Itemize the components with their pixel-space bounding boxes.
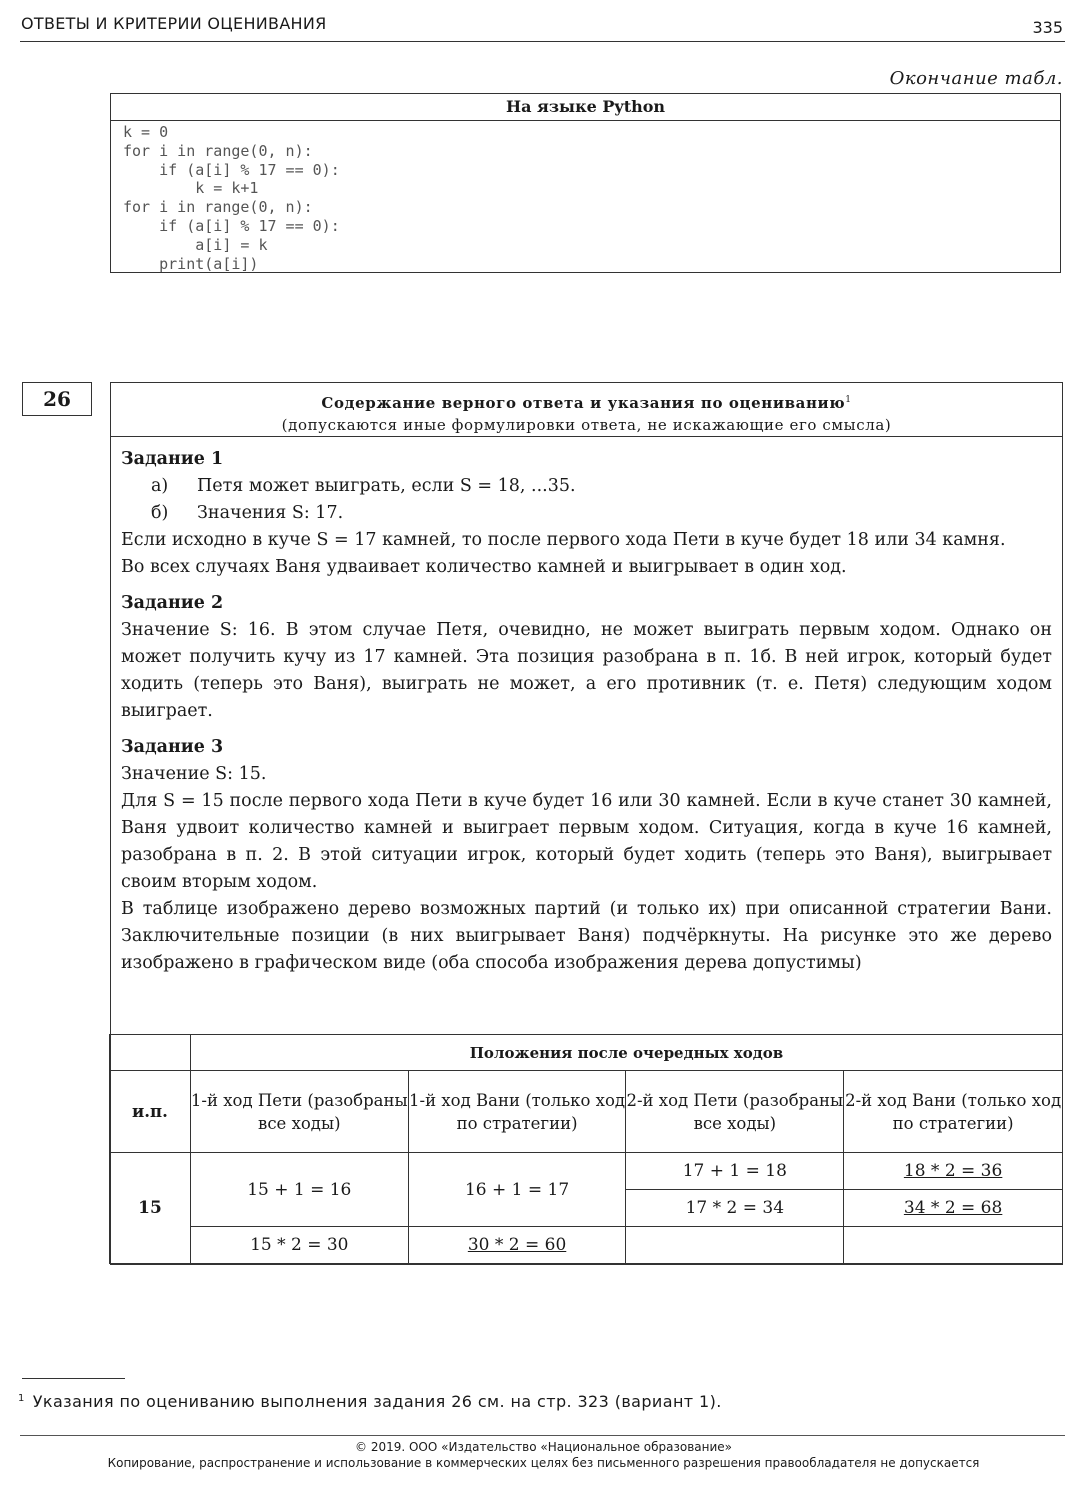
answer-heading	[111, 383, 1062, 437]
col-header-petya-2: 2-й ход Пети (разобраны все ходы)	[626, 1071, 844, 1153]
task1-a-label: а)	[151, 476, 169, 496]
cell-petya1-row2: 15 * 2 = 30	[190, 1227, 408, 1264]
copyright-line: © 2019. ООО «Издательство «Национальное образование»	[355, 1440, 732, 1454]
task1-a-text: Петя может выиграть, если S = 18, ...35.	[197, 476, 576, 496]
start-position-cell: 15	[110, 1153, 191, 1264]
task3-title: Задание 3	[121, 737, 224, 757]
task1-item-a	[121, 473, 1052, 500]
cell-empty-2	[844, 1227, 1063, 1264]
task3-paragraph-2: Для S = 15 после первого хода Пети в куче будет 16 или 30 камней. Если в куче станет 30 камней, Ваня удвоит количество камней и выиграет первым ходом. Ситуация, когда в куче 16 камней, разобрана в п. 2. В этой ситуации игрок, который будет ходить (теперь это Ваня), выигрывает своим вторым ходом.	[121, 791, 1052, 892]
copyright-notice: Копирование, распространение и использование в коммерческих целях без письменного разрешения правообладателя не допускается	[107, 1456, 980, 1470]
task2-title: Задание 2	[121, 593, 224, 613]
task1-b-label: б)	[151, 503, 169, 523]
col-header-vanya-2: 2-й ход Вани (только ход по стратегии)	[844, 1071, 1063, 1153]
page-number: 335	[1032, 18, 1063, 37]
task3-paragraph-3: В таблице изображено дерево возможных партий (и только их) при описанной стратегии Вани. Заключительные позиции (в них выигрывает Ваня) подчёркнуты. На рисунке это же дерево изображено в графическом виде (оба способа изображения дерева допустимы)	[121, 899, 1052, 973]
col-header-petya-1: 1-й ход Пети (разобраны все ходы)	[190, 1071, 408, 1153]
cell-vanya1-row1: 16 + 1 = 17	[408, 1153, 626, 1227]
answer-heading-note: (допускаются иные формулировки ответа, не искажающие его смысла)	[281, 416, 892, 434]
code-table-heading: На языке Python	[111, 94, 1060, 121]
cell-petya2-row1a: 17 + 1 = 18	[626, 1153, 844, 1190]
task3-paragraph-1: Значение S: 15.	[121, 764, 267, 784]
cell-vanya1-row2: 30 * 2 = 60	[408, 1227, 626, 1264]
task1-paragraph-2: Во всех случаях Ваня удваивает количество камней и выигрывает в один ход.	[121, 557, 847, 577]
cell-vanya2-row1a: 18 * 2 = 36	[844, 1153, 1063, 1190]
answer-heading-title: Содержание верного ответа и указания по оцениванию	[321, 394, 846, 412]
python-code: k = 0 for i in range(0, n): if (a[i] % 17 == 0): k = k+1 for i in range(0, n): if (a[i] % 17 == 0): a[i] = k print(a[i])	[123, 123, 340, 273]
cell-petya1-row1: 15 + 1 = 16	[190, 1153, 408, 1227]
cell-petya2-row1b: 17 * 2 = 34	[626, 1190, 844, 1227]
col-header-ip: и.п.	[110, 1071, 191, 1153]
task2-paragraph: Значение S: 16. В этом случае Петя, очевидно, не может выиграть первым ходом. Однако он может получить кучу из 17 камней. Эта позиция разобрана в п. 1б. В ней игрок, который будет ходить (теперь это Ваня), выиграть не может, а его противник (т. е. Петя) следующим ходом выиграет.	[121, 620, 1052, 721]
answer-content	[111, 437, 1062, 977]
col-header-vanya-1: 1-й ход Вани (только ход по стратегии)	[408, 1071, 626, 1153]
header-divider	[20, 41, 1065, 42]
task1-paragraph-1: Если исходно в куче S = 17 камней, то после первого хода Пети в куче будет 18 или 34 камня.	[121, 530, 1006, 550]
cell-vanya2-row1b: 34 * 2 = 68	[844, 1190, 1063, 1227]
footnote	[18, 1392, 722, 1411]
task1-b-text: Значения S: 17.	[197, 503, 344, 523]
running-header: ОТВЕТЫ И КРИТЕРИИ ОЦЕНИВАНИЯ	[21, 14, 327, 33]
table-corner-cell	[110, 1035, 191, 1071]
footnote-mark: 1	[18, 1392, 25, 1404]
task-number: 26	[22, 382, 92, 416]
task1-item-b	[121, 500, 1052, 527]
footnote-text: Указания по оцениванию выполнения задания 26 см. на стр. 323 (вариант 1).	[32, 1392, 722, 1411]
game-tree-table	[109, 1034, 1063, 1264]
footnote-divider	[22, 1378, 125, 1379]
python-code-table	[110, 93, 1061, 273]
task1-title: Задание 1	[121, 449, 224, 469]
table-title: Положения после очередных ходов	[190, 1035, 1062, 1071]
footnote-ref: 1	[845, 395, 852, 405]
footer-divider	[20, 1435, 1065, 1436]
table-continuation-label: Окончание табл.	[889, 68, 1063, 89]
cell-empty-1	[626, 1227, 844, 1264]
